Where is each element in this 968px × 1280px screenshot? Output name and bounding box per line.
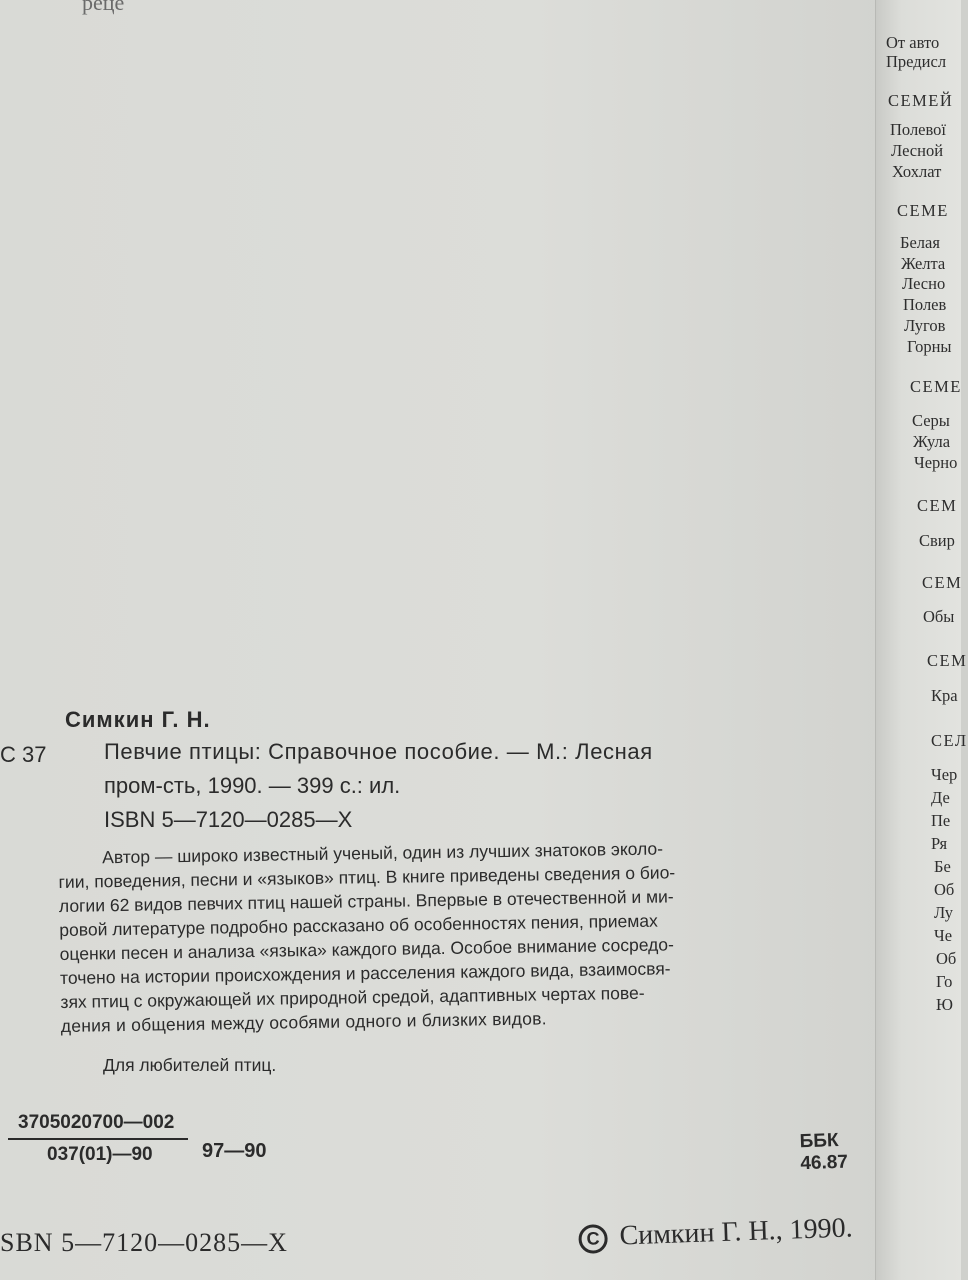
audience-note: Для любителей птиц.	[103, 1055, 277, 1075]
annotation-line: оценки песен и анализа «языка» каждого вида. Особое внимание сосредо-	[59, 934, 675, 964]
toc-entry: Обы	[923, 607, 955, 626]
annotation-line: Автор — широко известный ученый, один из лучших знатоков эколо-	[102, 838, 664, 868]
toc-section-heading: СЕЛ	[931, 731, 968, 750]
toc-entry: Чер	[931, 765, 958, 784]
top-text-fragment: реце	[82, 0, 125, 15]
toc-entry: Полев	[903, 295, 947, 314]
toc-entry: Жула	[913, 432, 951, 451]
toc-entry: Го	[936, 972, 953, 991]
annotation-line: гии, поведения, песни и «языков» птиц. В книге приведены сведения о био-	[58, 862, 676, 892]
toc-entry: Де	[931, 788, 950, 807]
toc-entry: Лесной	[891, 141, 944, 160]
toc-entry: Об	[936, 949, 957, 968]
annotation-line: дения и общения между особями одного и близких видов.	[60, 1008, 547, 1036]
toc-section-heading: СЕМЕЙ	[888, 91, 954, 110]
toc-section-heading: СЕМ	[917, 496, 958, 515]
annotation-line: логии 62 видов певчих птиц нашей страны. Впервые в отечественной и ми-	[58, 886, 674, 916]
toc-section-heading: СЕМЕ	[910, 377, 962, 396]
toc-entry: Че	[934, 926, 953, 945]
fraction-line	[8, 1138, 188, 1140]
bbk-code: ББК 46.87	[799, 1129, 849, 1175]
toc-section-heading: СЕМ	[927, 651, 968, 670]
toc-entry: Бе	[934, 857, 951, 876]
publishing-index-numerator: 3705020700—002	[18, 1112, 175, 1133]
classification-code: С 37	[0, 742, 47, 767]
isbn-line: ISBN 5—7120—0285—X	[104, 807, 353, 832]
toc-entry: Полевої	[890, 120, 947, 139]
toc-entry: Ря	[931, 834, 948, 853]
annotation-line: точено на истории происхождения и расселения каждого вида, взаимосвя-	[59, 958, 671, 988]
toc-entry: Лугов	[904, 316, 946, 335]
title-line: Певчие птицы: Справочное пособие. — М.: Лесная	[104, 739, 653, 764]
toc-entry: Ю	[936, 995, 953, 1014]
bibliographic-description	[104, 735, 874, 837]
toc-entry: Кра	[931, 686, 958, 705]
copyright-text: Симкин Г. Н., 1990.	[618, 1212, 854, 1252]
toc-entry: Желта	[901, 254, 946, 273]
toc-entry: Лу	[934, 903, 954, 922]
toc-section-heading: СЕМЕ	[897, 201, 949, 220]
copyright-line	[578, 1212, 853, 1254]
copyright-icon: C	[578, 1224, 608, 1254]
toc-section-heading: СЕМ	[922, 573, 963, 592]
toc-entry: Хохлат	[892, 162, 942, 181]
publishing-index-code: 97—90	[202, 1140, 267, 1162]
isbn-footer: SBN 5—7120—0285—X	[0, 1228, 288, 1257]
toc-entry: Об	[934, 880, 955, 899]
toc-entry: Черно	[914, 453, 958, 472]
annotation	[58, 833, 881, 1038]
toc-entry: Предисл	[886, 52, 947, 71]
publishing-index-denominator: 037(01)—90	[47, 1144, 153, 1165]
imprint-line: пром-сть, 1990. — 399 с.: ил.	[104, 773, 401, 798]
toc-entry: Пе	[931, 811, 951, 830]
toc-entry: Лесно	[902, 274, 946, 293]
facing-page-contents	[875, 0, 968, 1280]
toc-entry: Белая	[900, 233, 940, 252]
annotation-line: зях птиц с окружающей их природной средой, адаптивных чертах пове-	[60, 982, 645, 1012]
toc-entry: Свир	[919, 531, 955, 550]
author-name: Симкин Г. Н.	[65, 707, 211, 732]
toc-entry: От авто	[886, 33, 940, 52]
annotation-line: ровой литературе подробно рассказано об особенностях пения, приемах	[59, 910, 658, 940]
toc-entry: Горны	[907, 337, 952, 356]
toc-entry: Серы	[912, 411, 950, 430]
